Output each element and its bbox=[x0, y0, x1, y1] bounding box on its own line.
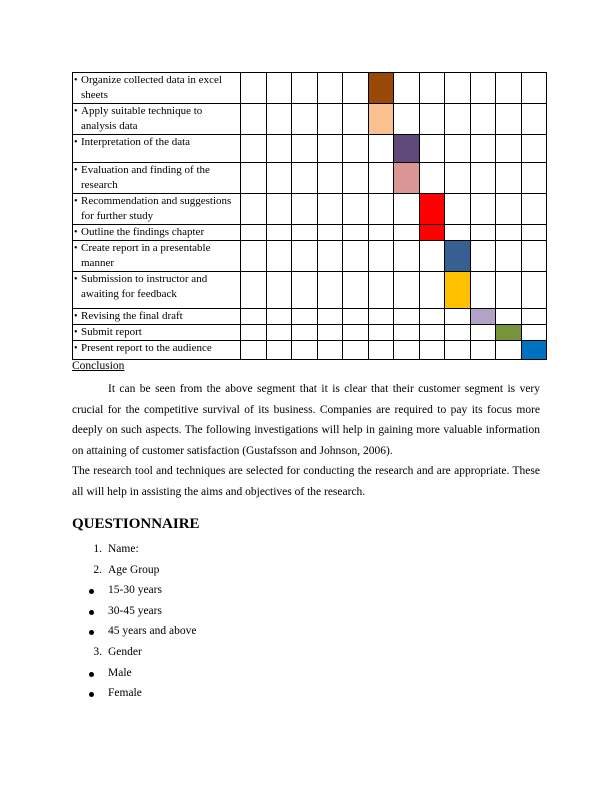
gantt-cell bbox=[241, 194, 267, 225]
gantt-row bbox=[73, 104, 547, 135]
gantt-cell bbox=[394, 325, 420, 341]
conclusion-paragraph-2: The research tool and techniques are selected for conducting the research and are appropriate. These all will help in assisting the aims and objectives of the research. bbox=[72, 465, 540, 498]
bullet-icon bbox=[89, 610, 94, 615]
gantt-cell bbox=[521, 163, 547, 194]
item-text: 45 years and above bbox=[108, 625, 197, 638]
gantt-task-label: • Submission to instructor and awaiting for feedback bbox=[73, 272, 241, 309]
gantt-cell bbox=[521, 241, 547, 272]
gantt-cell bbox=[317, 104, 343, 135]
gantt-cell bbox=[317, 241, 343, 272]
gantt-cell bbox=[368, 241, 394, 272]
item-text: 30-45 years bbox=[108, 604, 162, 617]
gantt-cell bbox=[368, 135, 394, 163]
gantt-cell bbox=[343, 272, 369, 309]
gantt-cell bbox=[292, 225, 318, 241]
gantt-task-label: • Submit report bbox=[73, 325, 241, 341]
questionnaire-item bbox=[72, 601, 196, 622]
gantt-cell bbox=[496, 341, 522, 360]
gantt-cell bbox=[445, 163, 471, 194]
item-number: 3. bbox=[93, 645, 102, 658]
gantt-cell bbox=[419, 272, 445, 309]
gantt-cell bbox=[419, 104, 445, 135]
gantt-cell bbox=[292, 73, 318, 104]
gantt-cell bbox=[292, 325, 318, 341]
item-text: Name: bbox=[108, 543, 139, 555]
gantt-cell bbox=[470, 241, 496, 272]
gantt-row bbox=[73, 309, 547, 325]
gantt-cell bbox=[266, 309, 292, 325]
gantt-cell bbox=[241, 272, 267, 309]
gantt-cell bbox=[241, 104, 267, 135]
gantt-cell bbox=[317, 309, 343, 325]
gantt-cell bbox=[343, 225, 369, 241]
gantt-cell bbox=[343, 104, 369, 135]
item-text: Female bbox=[108, 687, 142, 700]
gantt-cell bbox=[496, 163, 522, 194]
gantt-cell bbox=[343, 73, 369, 104]
gantt-cell bbox=[292, 163, 318, 194]
gantt-cell bbox=[496, 241, 522, 272]
gantt-cell bbox=[445, 73, 471, 104]
gantt-cell bbox=[266, 73, 292, 104]
item-number: 2. bbox=[93, 563, 102, 576]
gantt-bar bbox=[496, 325, 522, 341]
bullet-icon bbox=[89, 589, 94, 594]
gantt-cell bbox=[317, 194, 343, 225]
gantt-cell bbox=[368, 272, 394, 309]
gantt-cell bbox=[241, 325, 267, 341]
questionnaire-item bbox=[72, 683, 196, 704]
gantt-cell bbox=[241, 135, 267, 163]
gantt-body bbox=[73, 73, 547, 360]
gantt-cell bbox=[343, 194, 369, 225]
gantt-cell bbox=[292, 309, 318, 325]
gantt-chart-table bbox=[72, 72, 547, 360]
gantt-cell bbox=[445, 225, 471, 241]
gantt-cell bbox=[445, 104, 471, 135]
gantt-cell bbox=[266, 225, 292, 241]
gantt-bar bbox=[368, 73, 394, 104]
item-text: Male bbox=[108, 666, 132, 679]
gantt-bar bbox=[445, 272, 471, 309]
gantt-cell bbox=[394, 241, 420, 272]
questionnaire-item bbox=[72, 539, 196, 560]
item-number: 1. bbox=[93, 543, 102, 555]
gantt-cell bbox=[470, 135, 496, 163]
gantt-row bbox=[73, 325, 547, 341]
gantt-cell bbox=[368, 194, 394, 225]
gantt-task-label: • Apply suitable technique to analysis data bbox=[73, 104, 241, 135]
gantt-cell bbox=[343, 135, 369, 163]
gantt-bar bbox=[419, 225, 445, 241]
gantt-row bbox=[73, 225, 547, 241]
gantt-cell bbox=[470, 325, 496, 341]
gantt-cell bbox=[368, 225, 394, 241]
bullet-icon bbox=[89, 692, 94, 697]
gantt-bar bbox=[394, 135, 420, 163]
gantt-cell bbox=[317, 73, 343, 104]
gantt-cell bbox=[292, 135, 318, 163]
gantt-cell bbox=[496, 135, 522, 163]
gantt-cell bbox=[317, 272, 343, 309]
questionnaire-heading: QUESTIONNAIRE bbox=[72, 516, 200, 532]
gantt-cell bbox=[470, 341, 496, 360]
bullet-icon bbox=[89, 672, 94, 677]
gantt-row bbox=[73, 341, 547, 360]
gantt-row bbox=[73, 135, 547, 163]
conclusion-heading: Conclusion bbox=[72, 360, 125, 372]
questionnaire-item bbox=[72, 663, 196, 684]
gantt-cell bbox=[317, 341, 343, 360]
gantt-cell bbox=[394, 272, 420, 309]
gantt-cell bbox=[368, 163, 394, 194]
gantt-cell bbox=[266, 135, 292, 163]
gantt-cell bbox=[292, 194, 318, 225]
gantt-cell bbox=[521, 272, 547, 309]
questionnaire-list bbox=[72, 539, 196, 704]
gantt-task-label: • Evaluation and finding of the research bbox=[73, 163, 241, 194]
gantt-cell bbox=[419, 241, 445, 272]
gantt-cell bbox=[496, 272, 522, 309]
gantt-cell bbox=[368, 325, 394, 341]
gantt-bar bbox=[368, 104, 394, 135]
gantt-cell bbox=[419, 309, 445, 325]
gantt-cell bbox=[241, 163, 267, 194]
gantt-cell bbox=[317, 225, 343, 241]
gantt-task-label: • Organize collected data in excel sheets bbox=[73, 73, 241, 104]
gantt-cell bbox=[343, 309, 369, 325]
gantt-cell bbox=[419, 135, 445, 163]
gantt-cell bbox=[394, 104, 420, 135]
gantt-task-label: • Revising the final draft bbox=[73, 309, 241, 325]
gantt-cell bbox=[266, 104, 292, 135]
gantt-cell bbox=[521, 73, 547, 104]
gantt-cell bbox=[445, 194, 471, 225]
gantt-cell bbox=[445, 309, 471, 325]
gantt-cell bbox=[394, 194, 420, 225]
gantt-cell bbox=[470, 163, 496, 194]
gantt-cell bbox=[470, 73, 496, 104]
conclusion-paragraph-1: It can be seen from the above segment that it is clear that their customer segment is very crucial for the competitive survival of its business. Companies are required to pay its focus more deeply on such aspects. The following investigations will help in gaining more valuable information on attaining of customer satisfaction (Gustafsson and Johnson, 2006). bbox=[72, 383, 540, 457]
gantt-cell bbox=[521, 104, 547, 135]
gantt-cell bbox=[445, 341, 471, 360]
gantt-cell bbox=[394, 309, 420, 325]
gantt-cell bbox=[266, 163, 292, 194]
gantt-cell bbox=[470, 225, 496, 241]
gantt-cell bbox=[317, 135, 343, 163]
gantt-cell bbox=[241, 73, 267, 104]
gantt-task-label: • Present report to the audience bbox=[73, 341, 241, 360]
gantt-cell bbox=[266, 341, 292, 360]
gantt-cell bbox=[368, 341, 394, 360]
gantt-row bbox=[73, 272, 547, 309]
gantt-cell bbox=[292, 241, 318, 272]
gantt-cell bbox=[241, 309, 267, 325]
gantt-cell bbox=[419, 163, 445, 194]
item-text: 15-30 years bbox=[108, 584, 162, 597]
questionnaire-item bbox=[72, 621, 196, 642]
gantt-cell bbox=[343, 241, 369, 272]
gantt-cell bbox=[368, 309, 394, 325]
gantt-cell bbox=[496, 309, 522, 325]
gantt-cell bbox=[496, 73, 522, 104]
gantt-cell bbox=[521, 225, 547, 241]
gantt-cell bbox=[445, 325, 471, 341]
gantt-cell bbox=[266, 241, 292, 272]
gantt-cell bbox=[266, 194, 292, 225]
gantt-cell bbox=[343, 341, 369, 360]
gantt-bar bbox=[521, 341, 547, 360]
gantt-cell bbox=[292, 272, 318, 309]
questionnaire-item bbox=[72, 560, 196, 581]
item-text: Age Group bbox=[108, 563, 160, 576]
gantt-cell bbox=[241, 241, 267, 272]
gantt-cell bbox=[496, 194, 522, 225]
questionnaire-item bbox=[72, 580, 196, 601]
gantt-cell bbox=[419, 325, 445, 341]
gantt-task-label: • Outline the findings chapter bbox=[73, 225, 241, 241]
gantt-row bbox=[73, 241, 547, 272]
gantt-cell bbox=[470, 272, 496, 309]
gantt-row bbox=[73, 194, 547, 225]
gantt-bar bbox=[419, 194, 445, 225]
gantt-cell bbox=[292, 341, 318, 360]
gantt-row bbox=[73, 73, 547, 104]
gantt-task-label: • Create report in a presentable manner bbox=[73, 241, 241, 272]
gantt-cell bbox=[521, 194, 547, 225]
gantt-row bbox=[73, 163, 547, 194]
gantt-cell bbox=[266, 272, 292, 309]
gantt-task-label: • Recommendation and suggestions for further study bbox=[73, 194, 241, 225]
gantt-cell bbox=[343, 325, 369, 341]
gantt-cell bbox=[521, 135, 547, 163]
gantt-cell bbox=[317, 325, 343, 341]
gantt-bar bbox=[394, 163, 420, 194]
gantt-cell bbox=[394, 225, 420, 241]
item-text: Gender bbox=[108, 645, 142, 658]
gantt-cell bbox=[470, 104, 496, 135]
gantt-cell bbox=[292, 104, 318, 135]
gantt-cell bbox=[394, 341, 420, 360]
gantt-cell bbox=[317, 163, 343, 194]
gantt-cell bbox=[521, 325, 547, 341]
gantt-cell bbox=[241, 341, 267, 360]
gantt-cell bbox=[419, 73, 445, 104]
gantt-cell bbox=[445, 135, 471, 163]
gantt-cell bbox=[394, 73, 420, 104]
gantt-task-label: • Interpretation of the data bbox=[73, 135, 241, 163]
gantt-cell bbox=[496, 225, 522, 241]
gantt-cell bbox=[419, 341, 445, 360]
gantt-bar bbox=[445, 241, 471, 272]
gantt-cell bbox=[496, 104, 522, 135]
bullet-icon bbox=[89, 630, 94, 635]
gantt-cell bbox=[266, 325, 292, 341]
gantt-cell bbox=[241, 225, 267, 241]
gantt-cell bbox=[521, 309, 547, 325]
gantt-cell bbox=[343, 163, 369, 194]
questionnaire-item bbox=[72, 642, 196, 663]
gantt-bar bbox=[470, 309, 496, 325]
gantt-cell bbox=[470, 194, 496, 225]
